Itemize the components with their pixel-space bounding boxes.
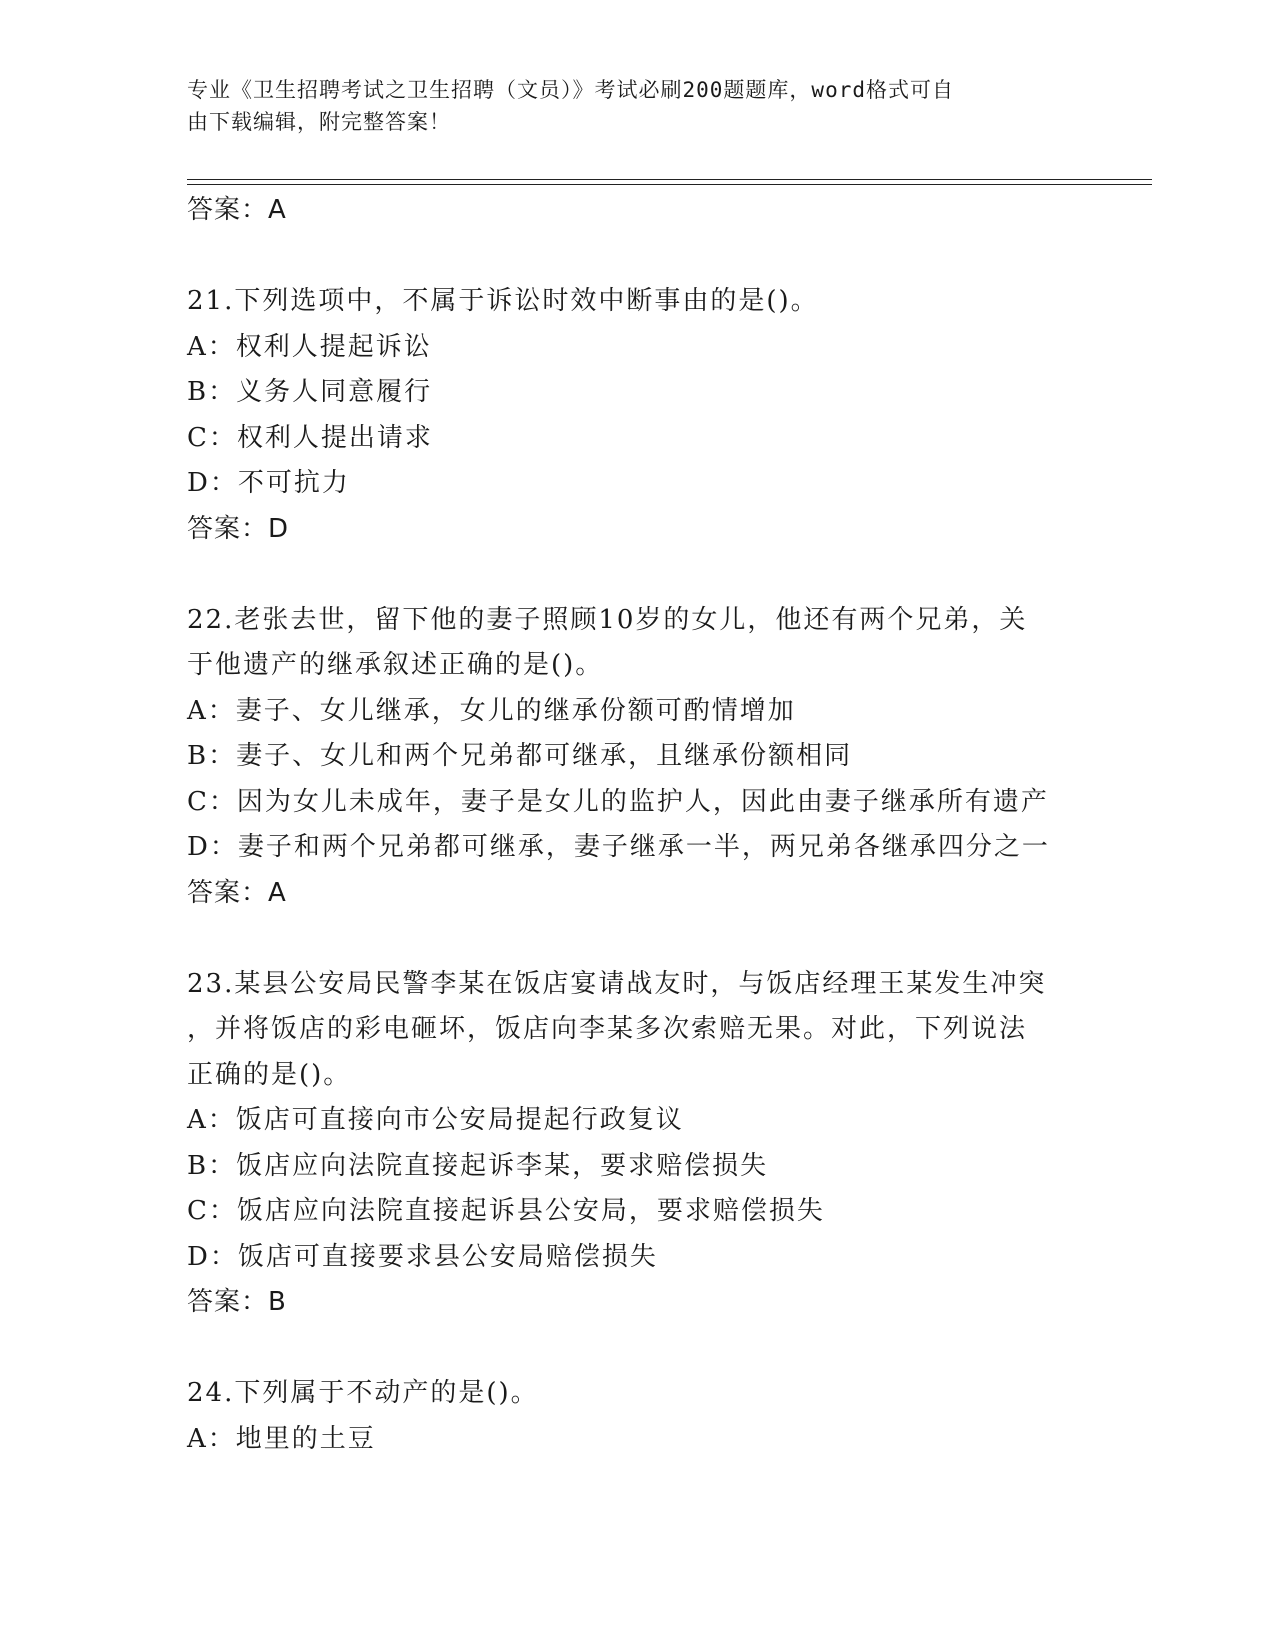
spacer <box>187 916 1087 962</box>
option-a: A：饭店可直接向市公安局提起行政复议 <box>187 1105 684 1135</box>
question-block <box>187 1371 1087 1462</box>
question-text: 21.下列选项中，不属于诉讼时效中断事由的是()。 <box>187 286 819 316</box>
question-text: 正确的是()。 <box>187 1059 352 1090</box>
spacer <box>187 1326 1087 1372</box>
question-text: 22.老张去世，留下他的妻子照顾10岁的女儿，他还有两个兄弟，关 <box>187 604 1028 635</box>
option-c: C：权利人提出请求 <box>187 422 433 453</box>
option-a: A：地里的土豆 <box>187 1423 376 1454</box>
option-d: D：饭店可直接要求县公安局赔偿损失 <box>187 1241 658 1272</box>
option-d: D：不可抗力 <box>187 468 350 498</box>
option-b: B：义务人同意履行 <box>187 377 433 407</box>
option-a: A：妻子、女儿继承，女儿的继承份额可酌情增加 <box>187 695 796 726</box>
question-block <box>187 598 1087 917</box>
option-b: B：妻子、女儿和两个兄弟都可继承，且继承份额相同 <box>187 741 853 771</box>
answer-line: 答案：A <box>187 195 287 225</box>
header-line-2: 由下载编辑，附完整答案！ <box>187 110 451 134</box>
answer-line: 答案：D <box>187 513 290 544</box>
question-text: ，并将饭店的彩电砸坏，饭店向李某多次索赔无果。对此，下列说法 <box>187 1014 1028 1044</box>
question-text: 23.某县公安局民警李某在饭店宴请战友时，与饭店经理王某发生冲突 <box>187 968 1047 999</box>
option-c: C：因为女儿未成年，妻子是女儿的监护人，因此由妻子继承所有遗产 <box>187 786 1049 817</box>
option-d: D：妻子和两个兄弟都可继承，妻子继承一半，两兄弟各继承四分之一 <box>187 832 1050 862</box>
header-rule-top <box>187 179 1152 180</box>
header-rule-bottom <box>187 184 1152 185</box>
answer-line: 答案：B <box>187 1287 287 1317</box>
option-c: C：饭店应向法院直接起诉县公安局，要求赔偿损失 <box>187 1196 825 1226</box>
question-text: 24.下列属于不动产的是()。 <box>187 1378 539 1408</box>
document-header <box>187 74 1067 138</box>
question-content <box>187 188 1087 1462</box>
answer-line: 答案：A <box>187 877 287 908</box>
question-block <box>187 279 1087 552</box>
header-line-1: 专业《卫生招聘考试之卫生招聘（文员）》考试必刷200题题库，word格式可自 <box>187 78 954 102</box>
spacer <box>187 552 1087 598</box>
option-b: B：饭店应向法院直接起诉李某，要求赔偿损失 <box>187 1150 769 1181</box>
question-block <box>187 962 1087 1326</box>
spacer <box>187 234 1087 280</box>
question-text: 于他遗产的继承叙述正确的是()。 <box>187 650 604 680</box>
option-a: A：权利人提起诉讼 <box>187 331 432 362</box>
